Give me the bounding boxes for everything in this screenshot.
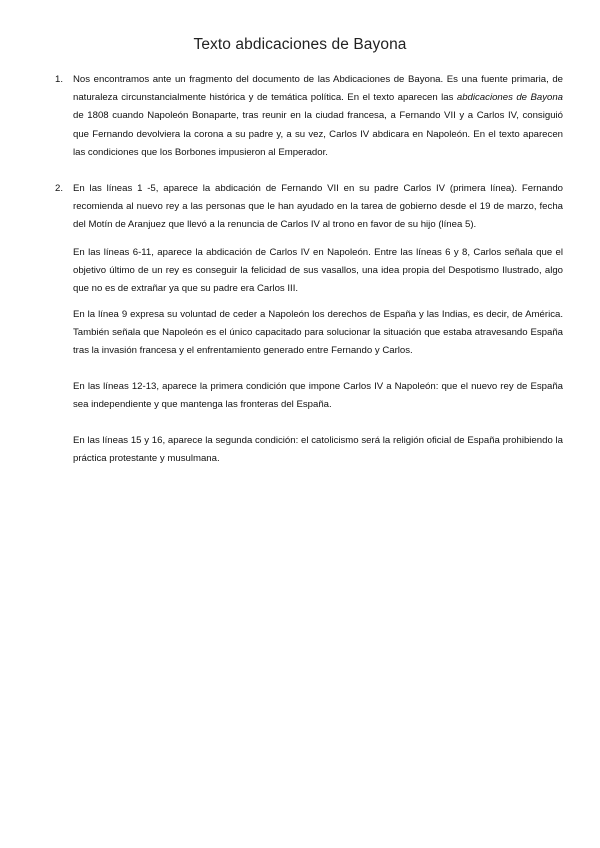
italic-term: abdicaciones de Bayona bbox=[456, 92, 564, 104]
paragraph-text-part2: de 1808 cuando Napoleón Bonaparte, tras reunir en la ciudad francesa, a Fernando VII y a Carlos IV, consiguió que Fernando devolviera la corona a su padre y, a su vez, Carlos IV abdicara en Napoleón. En el texto aparecen las condiciones que los Borbones impusieron al Emperador. bbox=[73, 110, 563, 158]
paragraph-line-9: En la línea 9 expresa su voluntad de ceder a Napoleón los derechos de España y las Indias, es decir, de América. También señala que Napoleón es el único capacitado para solucionar la situación que estaba atravesando España tras la invasión francesa y el enfrentamiento generado entre Fernando y Carlos. bbox=[73, 309, 563, 357]
paragraph-abdication-carlos: En las líneas 6-11, aparece la abdicación de Carlos IV en Napoleón. Entre las líneas 6 y 8, Carlos señala que el objetivo último de un rey es conseguir la felicidad de sus vasallos, una idea propia del Despotismo Ilustrado, algo que no es de extrañar ya que su padre era Carlos III. bbox=[73, 247, 563, 295]
paragraph-second-condition: En las líneas 15 y 16, aparece la segunda condición: el catolicismo será la religión oficial de España prohibiendo la práctica protestante y musulmana. bbox=[73, 435, 563, 465]
list-number: 1. bbox=[55, 74, 64, 85]
list-item-paragraph: En las líneas 1 -5, aparece la abdicación de Fernando VII en su padre Carlos IV (primera línea). Fernando recomienda al nuevo rey a las personas que le han ayudado en la tarea de gobierno desde el 19 de marzo, fecha del Motín de Aranjuez que llevó a la renuncia de Carlos IV al trono en favor de su hijo (línea 5). bbox=[73, 183, 563, 231]
paragraph-first-condition: En las líneas 12-13, aparece la primera condición que impone Carlos IV a Napoleón: que el nuevo rey de España sea independiente y que mantenga las fronteras del España. bbox=[73, 381, 563, 411]
page-title: Texto abdicaciones de Bayona bbox=[193, 36, 407, 53]
paragraph-text-part1: Nos encontramos ante un fragmento del documento de las Abdicaciones de Bayona. Es una fuente primaria, de naturaleza circunstancialmente histórica y de temática política. En el texto aparecen las bbox=[73, 74, 563, 104]
list-item-2 bbox=[55, 180, 563, 235]
list-item-1 bbox=[55, 71, 563, 162]
list-item-paragraph bbox=[73, 71, 563, 162]
list-number: 2. bbox=[55, 183, 64, 194]
